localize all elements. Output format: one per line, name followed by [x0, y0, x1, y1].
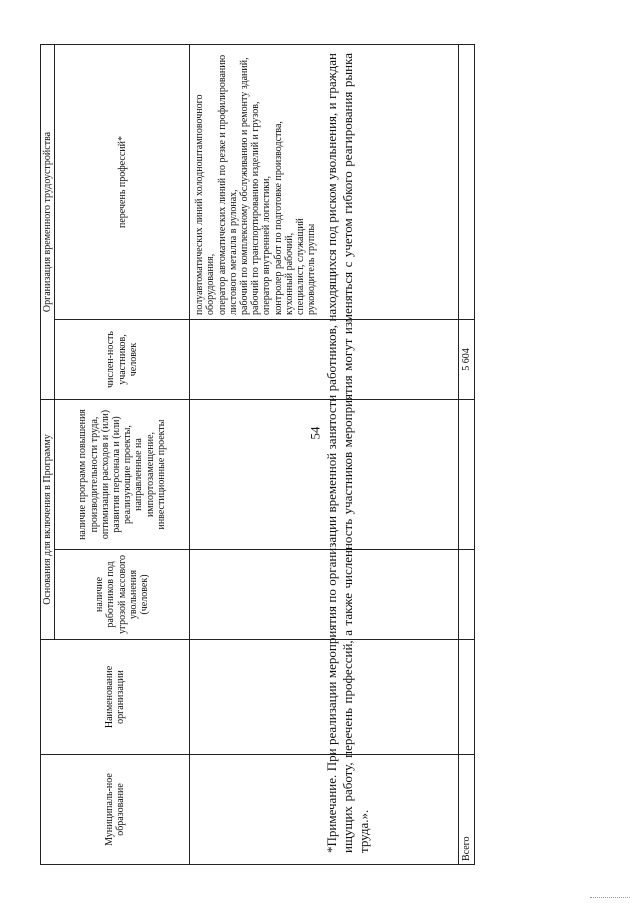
total-professions: [459, 44, 475, 319]
total-workers-at-risk: [459, 550, 475, 640]
profession-item: рабочий по комплексному обслуживанию и ремонту зданий,: [238, 57, 250, 315]
total-row: [459, 44, 475, 864]
profession-item: оператор автоматических линий по резке и профилированию листового металла в рулонах,: [216, 54, 239, 315]
col-municipality: Муниципаль-ное образование: [41, 755, 190, 865]
employment-table: [40, 44, 475, 865]
footnote-text: *Примечание. При реализации мероприятия по организации временной занятости работников, находящихся под риском увольнения, и граждан ищущих работу, перечень профессий, а также численность участников мероприятия могут изменяться с учетом гибкого реагирования рынка труда.».: [324, 53, 371, 853]
profession-item: рабочий по транспортированию изделий и грузов,: [250, 101, 262, 315]
header-row-groups: [41, 44, 55, 864]
col-organization: Наименование организации: [41, 640, 190, 755]
col-workers-at-risk: наличие работников под угрозой массового увольнения (человек): [55, 550, 190, 640]
profession-item: кухонный рабочий,: [283, 232, 295, 315]
col-participants: числен-ность участников, человек: [55, 320, 190, 400]
total-programs: [459, 400, 475, 550]
profession-item: руководитель группы: [306, 223, 318, 315]
col-professions: перечень профессий*: [55, 44, 190, 319]
footnote: [324, 53, 372, 853]
page-number: 54: [307, 426, 323, 440]
profession-item: специалист, служащий: [294, 218, 306, 315]
total-label: Всего: [459, 755, 475, 865]
profession-item: полуавтоматических линий холодноштамповочного оборудования,: [194, 94, 217, 315]
rotated-page-content: [40, 45, 473, 865]
profession-item: оператор внутренней логистики,: [261, 175, 273, 315]
col-programs: наличие программ повышения производительности труда, оптимизации расходов и (или) развития персонала и (или) реализующие проекты, направленные на импортозамещение, инвестиционные проекты: [55, 400, 190, 550]
footer-line: [590, 897, 630, 898]
profession-item: контролер работ по подготовке производства,: [272, 121, 284, 315]
total-value: 5 604: [459, 320, 475, 400]
group-basis: Основания для включения в Программу: [41, 400, 55, 640]
group-temporary-employment: Организация временного трудоустройства: [41, 44, 55, 399]
total-organization: [459, 640, 475, 755]
